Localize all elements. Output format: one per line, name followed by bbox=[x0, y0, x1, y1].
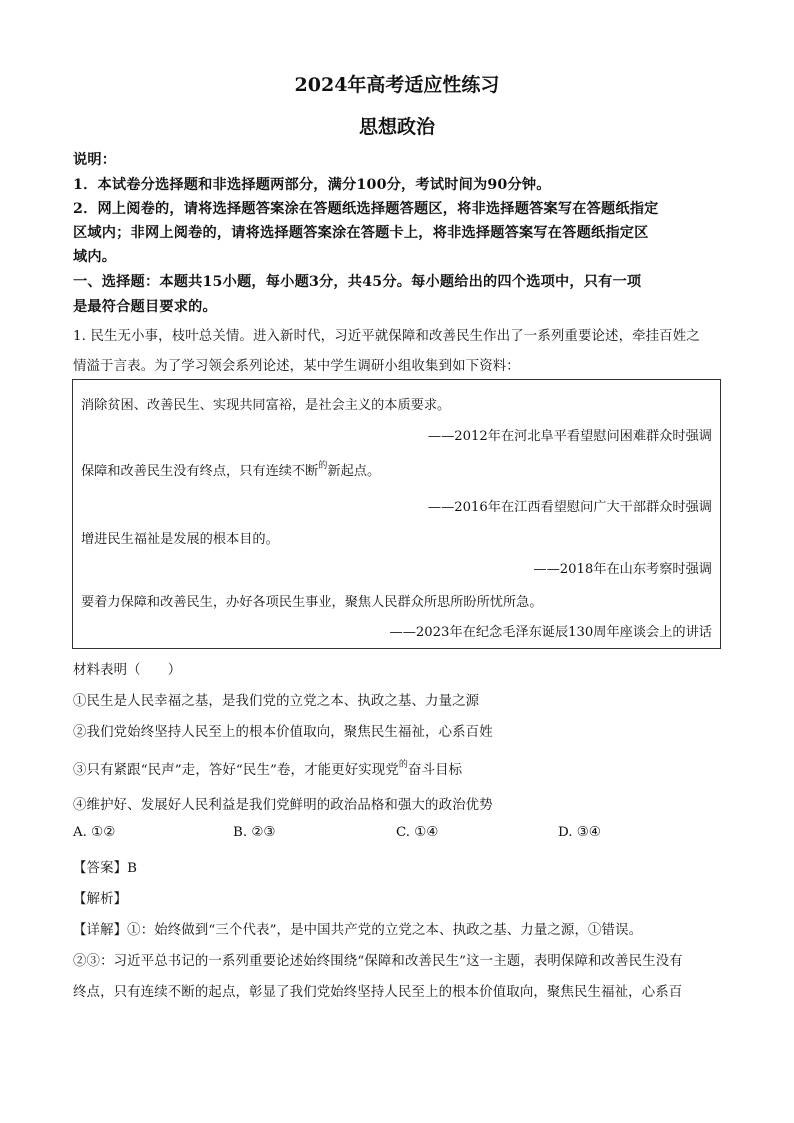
analysis-label: 【解析】 bbox=[73, 892, 128, 907]
quote-text-3: 增进民生福祉是发展的根本目的。 bbox=[81, 532, 279, 547]
option-b: B. ②③ bbox=[233, 825, 276, 840]
quote-text-1: 消除贫困、改善民生、实现共同富裕，是社会主义的本质要求。 bbox=[81, 398, 451, 413]
instruction-item-1: 1．本试卷分选择题和非选择题两部分，满分100分，考试时间为90分钟。 bbox=[73, 177, 551, 193]
section-heading-line-1: 一、选择题：本题共15小题，每小题3分，共45分。每小题给出的四个选项中，只有一项 bbox=[73, 274, 642, 290]
quote-source-3: ——2018年在山东考察时强调 bbox=[533, 562, 712, 577]
quote-source-4: ——2023年在纪念毛泽东诞辰130周年座谈会上的讲话 bbox=[389, 625, 712, 640]
question-prompt: 材料表明（ ） bbox=[73, 663, 182, 678]
question-stem-line-1: 1. 民生无小事，枝叶总关情。进入新时代，习近平就保障和改善民生作出了一系列重要论述，牵挂百姓之 bbox=[73, 329, 700, 344]
quote-source-1: ——2012年在河北阜平看望慰问困难群众时强调 bbox=[427, 429, 712, 444]
instructions-label: 说明： bbox=[73, 152, 117, 168]
quote-text-4: 要着力保障和改善民生，办好各项民生事业，聚焦人民群众所思所盼所忧所急。 bbox=[81, 595, 543, 610]
answer-line: 【答案】B bbox=[73, 861, 138, 876]
detail-line-3: 终点，只有连续不断的起点，彰显了我们党始终坚持人民至上的根本价值取向，聚焦民生福祉，心系百 bbox=[73, 985, 683, 1000]
instruction-item-2-line-3: 域内。 bbox=[73, 249, 117, 265]
subject-title: 思想政治 bbox=[358, 116, 435, 138]
statement-3: ③只有紧跟“民声”走，答好“民生”卷，才能更好实现党$^的$奋斗目标 bbox=[73, 760, 463, 778]
detail-line-2: ②③：习近平总书记的一系列重要论述始终围绕“保障和改善民生”这一主题，表明保障和改善民生没有 bbox=[73, 954, 683, 969]
detail-line-1: 【详解】①：始终做到“三个代表”，是中国共产党的立党之本、执政之基、力量之源，①错误。 bbox=[73, 923, 643, 938]
statement-1: ①民生是人民幸福之基，是我们党的立党之本、执政之基、力量之源 bbox=[73, 694, 480, 709]
option-a: A. ①② bbox=[73, 825, 116, 840]
question-stem-line-2: 情溢于言表。为了学习领会系列论述，某中学生调研小组收集到如下资料： bbox=[73, 359, 520, 374]
quote-source-2: ——2016年在江西看望慰问广大干部群众时强调 bbox=[427, 500, 712, 515]
quote-text-2: 保障和改善民生没有终点，只有连续不断$^的$新起点。 bbox=[81, 461, 381, 479]
statement-4: ④维护好、发展好人民利益是我们党鲜明的政治品格和强大的政治优势 bbox=[73, 798, 493, 813]
section-heading-line-2: 是最符合题目要求的。 bbox=[73, 299, 217, 315]
exam-title: 2024年高考适应性练习 bbox=[294, 74, 500, 96]
material-quote-box bbox=[72, 379, 721, 649]
statement-2: ②我们党始终坚持人民至上的根本价值取向，聚焦民生福祉，心系百姓 bbox=[73, 725, 493, 740]
instruction-item-2-line-2: 区域内；非网上阅卷的，请将选择题答案涂在答题卡上，将非选择题答案写在答题纸指定区 bbox=[73, 225, 649, 241]
option-c: C. ①④ bbox=[396, 825, 439, 840]
option-d: D. ③④ bbox=[558, 825, 601, 840]
instruction-item-2-line-1: 2．网上阅卷的，请将选择题答案涂在答题纸选择题答题区，将非选择题答案写在答题纸指定 bbox=[73, 201, 659, 217]
